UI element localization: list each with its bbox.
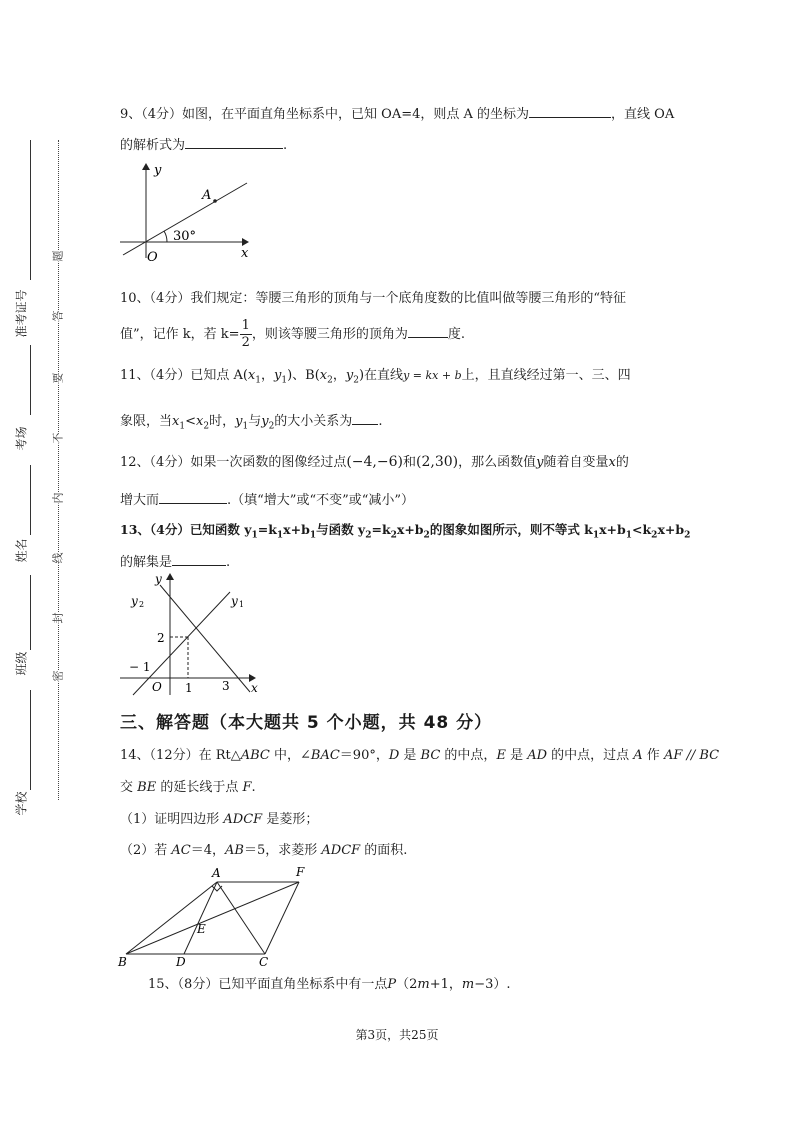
seal-char: 线 bbox=[51, 552, 65, 564]
q9-label-y: y bbox=[154, 163, 162, 178]
question-14-part1 bbox=[120, 810, 318, 830]
q10-text2a: 值”，记作 k，若 k= bbox=[120, 327, 240, 342]
sidebar-label-school: 学校 bbox=[14, 791, 29, 816]
q10-fraction bbox=[240, 318, 252, 351]
q14-label-c: C bbox=[259, 955, 269, 969]
q15-m: m bbox=[417, 977, 430, 992]
q13-text-c4: x+b bbox=[657, 522, 685, 537]
q14-triangle: △ bbox=[230, 748, 241, 763]
seal-char: 封 bbox=[51, 612, 65, 624]
q10-frac-den: 2 bbox=[241, 335, 250, 350]
sidebar-line bbox=[30, 140, 31, 280]
question-14-line2 bbox=[120, 778, 256, 798]
question-11-line2 bbox=[120, 410, 382, 437]
q13-text-c3: x+b bbox=[599, 522, 626, 537]
q13-label-x: x bbox=[251, 681, 258, 695]
q13-sub: 2 bbox=[365, 530, 372, 541]
q15-text-b: （2 bbox=[396, 977, 418, 992]
q14-abc: ABC bbox=[240, 748, 270, 763]
q13-period: . bbox=[226, 555, 231, 570]
q14-part2-c: ＝5，求菱形 bbox=[243, 843, 322, 858]
q10-text: 10、（4分）我们规定：等腰三角形的顶角与一个底角度数的比值叫做等腰三角形的“特征 bbox=[120, 291, 626, 306]
q14-ab: AB bbox=[225, 843, 244, 858]
question-12-line1 bbox=[120, 452, 629, 473]
q12-point2: (2,30) bbox=[416, 454, 459, 470]
q11-sub1b: 1 bbox=[281, 375, 288, 386]
q9-label-angle: 30° bbox=[173, 229, 197, 244]
q9-blank-coord bbox=[529, 103, 611, 118]
q14-text-g: 的中点，过点 bbox=[547, 748, 634, 763]
q15-m2: m bbox=[461, 977, 475, 992]
sidebar-label-name: 姓名 bbox=[14, 538, 29, 563]
q12-text-c: 随着自变量 bbox=[543, 455, 609, 470]
q10-text2b: ，则该等腰三角形的顶角为 bbox=[251, 327, 408, 342]
q13-label-2: 2 bbox=[157, 631, 165, 645]
question-11-line1 bbox=[120, 366, 631, 391]
q9-blank-expr bbox=[185, 134, 283, 149]
q13-label-y2-sub: 2 bbox=[139, 600, 145, 609]
question-15 bbox=[148, 975, 510, 995]
question-9-line1 bbox=[120, 103, 674, 125]
q11-equation: y = kx + b bbox=[403, 369, 462, 382]
q13-text-c2: x+b bbox=[396, 522, 424, 537]
q9-label-x: x bbox=[241, 246, 249, 261]
sidebar-label-exam-id: 准考证号 bbox=[14, 289, 29, 338]
q11-cmp-y2: y bbox=[261, 414, 269, 429]
q14-label-f: F bbox=[296, 865, 305, 879]
q11-comma2: ， bbox=[332, 368, 346, 383]
q13-sub: 2 bbox=[390, 530, 397, 541]
q10-blank bbox=[408, 323, 448, 338]
q11-sub2b: 2 bbox=[353, 375, 359, 386]
sidebar-line bbox=[30, 575, 31, 650]
q9-text-end: ，直线 OA bbox=[611, 107, 675, 122]
seal-char: 不 bbox=[51, 432, 65, 444]
q9-label-o: O bbox=[147, 250, 158, 265]
q13-label-neg1: − 1 bbox=[129, 660, 151, 674]
q13-label-1: 1 bbox=[185, 681, 193, 695]
q13-text-c: x+b bbox=[283, 522, 310, 537]
q9-text: 9、（4分）如图，在平面直角坐标系中，已知 OA=4，则点 A 的坐标为 bbox=[120, 107, 530, 122]
q13-label-o: O bbox=[152, 680, 162, 694]
q9-angle-arc bbox=[164, 231, 167, 242]
q13-text-e: 的图象如图所示，则不等式 k bbox=[429, 522, 593, 537]
q9-line-oa bbox=[123, 183, 247, 255]
q14-seg-cf bbox=[265, 882, 299, 954]
q11-sub2: 2 bbox=[327, 375, 333, 386]
q14-seg-ba bbox=[126, 882, 217, 954]
question-10-line2 bbox=[120, 314, 465, 356]
q13-blank bbox=[172, 551, 226, 566]
q12-and: 和 bbox=[402, 455, 416, 470]
q11-y1: y bbox=[274, 368, 282, 383]
q14-f: F bbox=[242, 780, 252, 795]
q11-cmp-sub1: 1 bbox=[179, 421, 186, 432]
q14-part1-a: （1）证明四边形 bbox=[120, 812, 224, 827]
q13-label-y: y bbox=[155, 572, 162, 586]
q12-var-y: y bbox=[536, 455, 544, 470]
q9-period: . bbox=[283, 138, 288, 153]
q9-point-a bbox=[213, 199, 217, 203]
q12-blank bbox=[159, 489, 227, 504]
q14-adcf2: ADCF bbox=[321, 843, 361, 858]
seal-char: 内 bbox=[51, 492, 65, 504]
q11-blank bbox=[352, 410, 378, 425]
q11-text-a: 11、（4分）已知点 A( bbox=[120, 368, 248, 383]
q14-figure bbox=[112, 862, 322, 972]
question-14-part2 bbox=[120, 841, 407, 861]
q15-p: P bbox=[387, 977, 397, 992]
q14-text-d: 是 bbox=[399, 748, 421, 763]
q13-label-3: 3 bbox=[222, 679, 230, 693]
q11-text2a: 象限，当 bbox=[120, 414, 173, 429]
q12-point1: (−4,−6) bbox=[346, 454, 403, 470]
q11-text2d: 的大小关系为 bbox=[274, 414, 353, 429]
q15-text-c: +1， bbox=[429, 977, 462, 992]
seal-dotted-line bbox=[58, 140, 59, 800]
q14-label-b: B bbox=[118, 955, 127, 969]
q11-x2: x bbox=[319, 368, 328, 383]
q13-line-y1 bbox=[133, 592, 230, 695]
question-13-line1 bbox=[120, 520, 690, 546]
sidebar-line bbox=[30, 690, 31, 790]
page-footer: 第3页，共25页 bbox=[355, 1028, 439, 1042]
q14-a: A bbox=[633, 748, 643, 763]
q11-cmp-x2: x bbox=[196, 414, 204, 429]
q13-text-d: 与函数 y bbox=[316, 522, 366, 537]
seal-char: 题 bbox=[51, 250, 65, 262]
q14-adcf: ADCF bbox=[223, 812, 263, 827]
q11-text2b: 时， bbox=[209, 414, 236, 429]
q13-label-y2: y bbox=[131, 594, 138, 608]
q14-label-e: E bbox=[197, 922, 206, 936]
q14-ad: AD bbox=[527, 748, 548, 763]
q11-text2c: 与 bbox=[248, 414, 262, 429]
seal-char: 密 bbox=[51, 670, 65, 682]
q14-part2-b: ＝4， bbox=[190, 843, 226, 858]
q14-text2c: . bbox=[251, 780, 256, 795]
q14-bc2: BC bbox=[699, 748, 720, 763]
q13-sub: 2 bbox=[684, 530, 691, 541]
q13-sub: 1 bbox=[251, 530, 258, 541]
q14-bac: BAC bbox=[310, 748, 340, 763]
q11-text-c: )在直线 bbox=[358, 368, 404, 383]
question-12-line2 bbox=[120, 489, 414, 511]
q11-cmp-y1: y bbox=[235, 414, 243, 429]
q9-text2: 的解析式为 bbox=[120, 138, 186, 153]
q11-cmp-sub2: 2 bbox=[203, 421, 210, 432]
q13-sub: 2 bbox=[651, 530, 658, 541]
q14-text-f: 是 bbox=[505, 748, 528, 763]
q13-text2: 的解集是 bbox=[120, 555, 173, 570]
seal-char: 要 bbox=[51, 372, 65, 384]
sidebar-label-class: 班级 bbox=[14, 651, 29, 676]
q14-part2-d: 的面积. bbox=[360, 843, 408, 858]
q11-cmp-sub3: 1 bbox=[242, 421, 249, 432]
q13-label-y1-sub: 1 bbox=[239, 600, 245, 609]
q14-af: AF bbox=[663, 748, 683, 763]
q13-sub: 1 bbox=[309, 530, 317, 541]
q14-text2b: 的延长线于点 bbox=[156, 780, 243, 795]
q13-sub: 1 bbox=[276, 530, 284, 541]
section-3-title: 三、解答题（本大题共 5 个小题，共 48 分） bbox=[120, 713, 493, 733]
q14-seg-ac bbox=[217, 882, 265, 954]
q14-text-e: 的中点， bbox=[440, 748, 497, 763]
sidebar-line bbox=[30, 465, 31, 535]
question-9-line2 bbox=[120, 134, 287, 156]
q11-cmp-x1: x bbox=[172, 414, 180, 429]
q14-text-c: ＝90°， bbox=[339, 748, 389, 763]
sidebar-label-exam-room: 考场 bbox=[14, 426, 29, 451]
q15-text-d: −3）. bbox=[474, 977, 511, 992]
q14-label-a: A bbox=[212, 866, 221, 880]
q14-ac: AC bbox=[171, 843, 191, 858]
q12-text-b: ，那么函数值 bbox=[458, 455, 537, 470]
q12-text-a: 12、（4分）如果一次函数的图像经过点 bbox=[120, 455, 347, 470]
q14-label-d: D bbox=[176, 955, 186, 969]
q13-sub: 1 bbox=[625, 530, 633, 541]
q13-text-f: <k bbox=[632, 522, 652, 537]
q10-text2c: 度. bbox=[447, 327, 465, 342]
q11-cmp-sub4: 2 bbox=[268, 421, 275, 432]
sidebar-line bbox=[30, 345, 31, 415]
q12-text-d: 的 bbox=[615, 455, 629, 470]
q9-label-a: A bbox=[202, 188, 212, 203]
q13-text-b: =k bbox=[257, 522, 277, 537]
q12-var-x: x bbox=[608, 455, 616, 470]
q14-text-h: 作 bbox=[642, 748, 664, 763]
question-14-line1 bbox=[120, 746, 719, 766]
q15-text-a: 15、（8分）已知平面直角坐标系中有一点 bbox=[148, 977, 388, 992]
q13-text-a: 13、（4分）已知函数 y bbox=[120, 522, 252, 537]
q11-y2: y bbox=[345, 368, 354, 383]
q11-text2e: . bbox=[378, 414, 383, 429]
q14-text-b: 中，∠ bbox=[269, 748, 311, 763]
q14-part1-b: 是菱形； bbox=[262, 812, 319, 827]
q13-text-b2: =k bbox=[371, 522, 391, 537]
q11-lt: < bbox=[185, 414, 196, 429]
q12-text2b: .（填“增大”或“不变”或“减小”） bbox=[227, 493, 415, 508]
q11-x1: x bbox=[247, 368, 256, 383]
question-10-line1 bbox=[120, 289, 626, 309]
q14-be: BE bbox=[137, 780, 157, 795]
q10-frac-num: 1 bbox=[241, 318, 250, 333]
q14-part2-a: （2）若 bbox=[120, 843, 172, 858]
q11-text-b: )、B( bbox=[287, 368, 320, 383]
q11-sub1: 1 bbox=[255, 375, 261, 386]
q13-sub: 1 bbox=[592, 530, 600, 541]
q12-text2a: 增大而 bbox=[120, 493, 160, 508]
q13-sub: 2 bbox=[423, 530, 430, 541]
q11-text-d: 上，且直线经过第一、三、四 bbox=[461, 368, 631, 383]
q13-figure bbox=[115, 570, 265, 700]
seal-char: 答 bbox=[51, 310, 65, 322]
q14-e: E bbox=[496, 748, 506, 763]
q14-text-a: 14、（12分）在 Rt bbox=[120, 748, 231, 763]
q14-text2a: 交 bbox=[120, 780, 138, 795]
q9-figure bbox=[115, 158, 265, 266]
q14-parallel: // bbox=[682, 748, 700, 763]
q11-comma: ， bbox=[260, 368, 274, 383]
q13-label-y1: y bbox=[231, 594, 238, 608]
q14-d: D bbox=[388, 748, 400, 763]
q14-bc: BC bbox=[420, 748, 441, 763]
